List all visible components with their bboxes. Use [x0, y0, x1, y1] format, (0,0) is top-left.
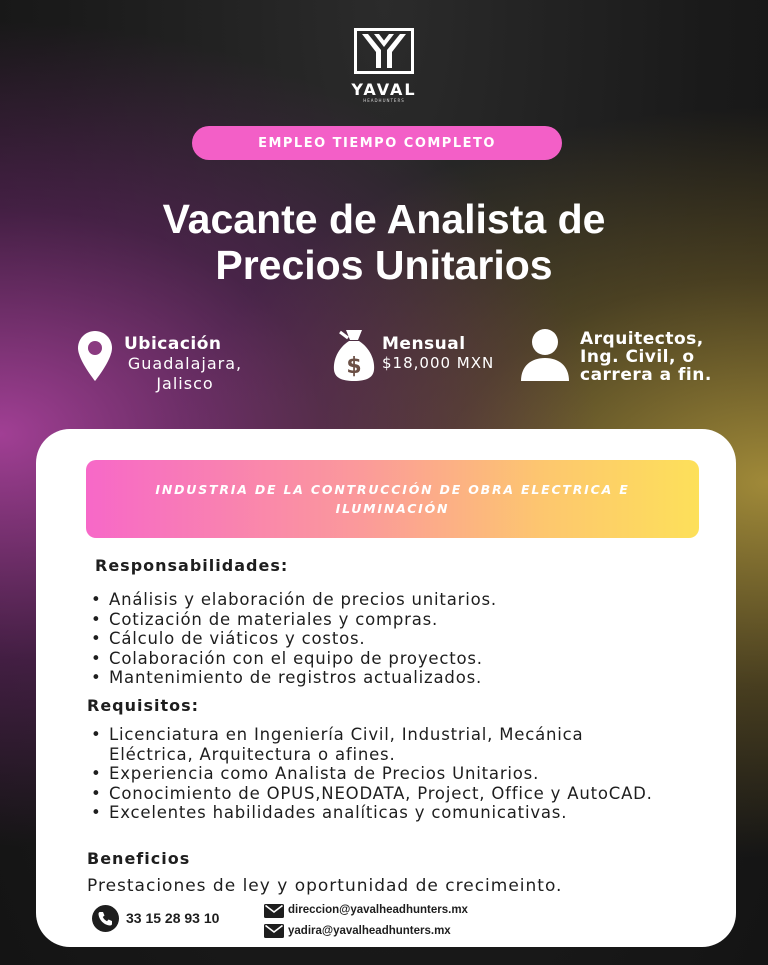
page-title	[40, 196, 728, 288]
phone-icon	[92, 905, 119, 932]
list-item: • Cálculo de viáticos y costos.	[89, 629, 689, 649]
email-icon	[264, 924, 284, 938]
salary-label: Mensual	[382, 334, 466, 354]
map-pin-icon	[77, 330, 113, 382]
title-line-2: Precios Unitarios	[215, 242, 553, 288]
responsibilities-list	[89, 590, 689, 688]
responsibilities-heading: Responsabilidades:	[95, 556, 289, 575]
requirements-list	[89, 725, 664, 823]
industry-label: INDUSTRIA DE LA CONTRUCCIÓN DE OBRA ELECTRICA E ILUMINACIÓN	[155, 482, 630, 516]
list-item: • Excelentes habilidades analíticas y comunicativas.	[89, 803, 664, 823]
list-item: • Colaboración con el equipo de proyectos.	[89, 649, 689, 669]
money-bag-icon	[332, 328, 376, 382]
benefits-heading: Beneficios	[87, 849, 191, 868]
email-icon	[264, 904, 284, 918]
list-item: • Licenciatura en Ingeniería Civil, Industrial, Mecánica Eléctrica, Arquitectura o afines.	[89, 725, 664, 764]
list-item: • Análisis y elaboración de precios unitarios.	[89, 590, 689, 610]
email-yadira[interactable]: yadira@yavalheadhunters.mx	[288, 925, 451, 937]
brand-name: YAVAL	[351, 80, 417, 99]
list-item: • Conocimiento de OPUS,NEODATA, Project, Office y AutoCAD.	[89, 784, 664, 804]
requirements-heading: Requisitos:	[87, 696, 200, 715]
location-value: Guadalajara, Jalisco	[127, 354, 243, 393]
brand-subtitle: HEADHUNTERS	[363, 98, 405, 103]
email-direccion[interactable]: direccion@yavalheadhunters.mx	[288, 904, 468, 916]
phone-number[interactable]: 33 15 28 93 10	[126, 910, 220, 926]
salary-value: $18,000 MXN	[382, 354, 495, 372]
industry-banner	[86, 460, 699, 538]
user-icon	[520, 328, 570, 382]
svg-text:$: $	[346, 354, 362, 379]
benefits-text: Prestaciones de ley y oportunidad de crecimeinto.	[87, 876, 563, 896]
yaval-logo-icon	[354, 28, 414, 74]
list-item: • Experiencia como Analista de Precios Unitarios.	[89, 764, 664, 784]
location-label: Ubicación	[124, 334, 222, 354]
title-line-1: Vacante de Analista de	[162, 196, 606, 242]
list-item: • Mantenimiento de registros actualizados.	[89, 668, 689, 688]
employment-type-badge	[192, 126, 562, 160]
list-item: • Cotización de materiales y compras.	[89, 610, 689, 630]
profile-value: Arquitectos, Ing. Civil, o carrera a fin.	[580, 329, 712, 385]
employment-type-label: EMPLEO TIEMPO COMPLETO	[258, 135, 496, 151]
